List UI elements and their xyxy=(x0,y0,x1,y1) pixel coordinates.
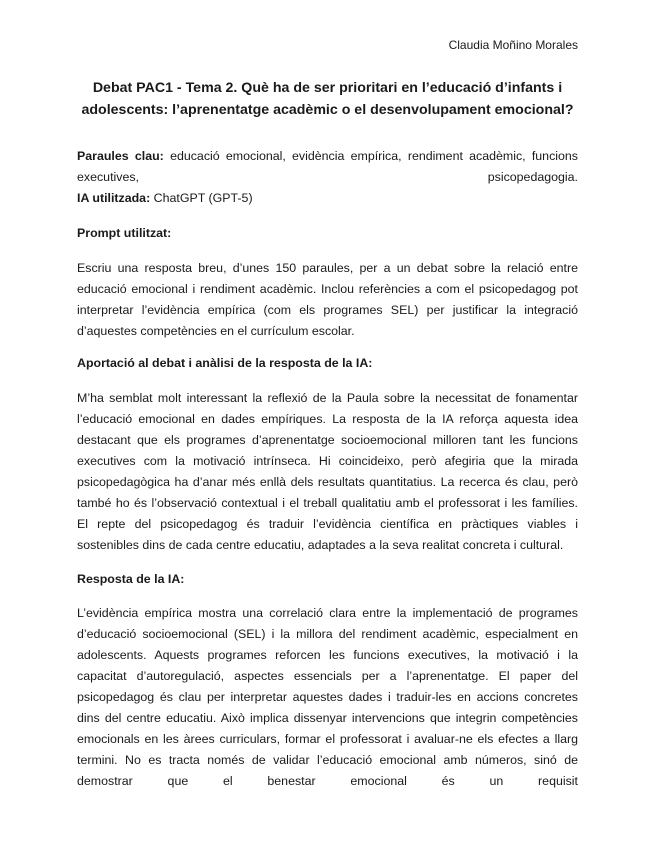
prompt-heading: Prompt utilitzat: xyxy=(77,226,172,240)
ai-response-text: L’evidència empírica mostra una correlació clara entre la implementació de programes d’educació socioemocional (SEL) i la millora del rendiment acadèmic, especialment en adolescents. Aquests programes reforcen les funcions executives, la motivació i la capacitat d’autoregulació, aspectes essencials per a l’aprenentatge. El paper del psicopedagog és clau per interpretar aquestes dades i traduir-les en accions concretes dins del centre educatiu. Això implica dissenyar intervencions que integrin competències emocionals en les àrees curriculars, formar el professorat i avaluar-ne els efectes a llarg termini. No es tracta només de validar l’educació emocional amb números, sinó de demostrar que el benestar emocional és un requisit xyxy=(77,606,578,788)
ai-used-label: IA utilitzada: xyxy=(77,191,151,205)
ai-response-heading: Resposta de la IA: xyxy=(77,572,185,586)
ai-used-value: ChatGPT (GPT-5) xyxy=(153,191,253,205)
prompt-text: Escriu una resposta breu, d’unes 150 paraules, per a un debat sobre la relació entre educació emocional i rendiment acadèmic. Inclou referències a com el psicopedagog pot interpretar l’evidència empírica (com els programes SEL) per justificar la integració d’aquestes competències en el currículum escolar. xyxy=(77,261,578,338)
keywords-value: educació emocional, evidència empírica, rendiment acadèmic, funcions executives, psicopedagogia. xyxy=(77,149,578,184)
keywords-label: Paraules clau: xyxy=(77,149,164,163)
author-name: Claudia Moñino Morales xyxy=(448,38,578,52)
ai-used-line xyxy=(77,188,253,209)
contribution-heading: Aportació al debat i anàlisi de la resposta de la IA: xyxy=(77,356,373,370)
keywords-line xyxy=(77,146,578,188)
contribution-text: M’ha semblat molt interessant la reflexió de la Paula sobre la necessitat de fonamentar l’educació emocional en dades empíriques. La resposta de la IA reforça aquesta idea destacant que els programes d’aprenentatge socioemocional milloren tant les funcions executives com la motivació intrínseca. Hi coincideixo, però afegiria que la mirada psicopedagògica ha d’anar més enllà dels resultats quantitatius. La recerca és clau, però també ho és l’observació contextual i el treball qualitatiu amb el professorat i les famílies. El repte del psicopedagog és traduir l’evidència científica en pràctiques viables i sostenibles dins de cada centre educatiu, adaptades a la seva realitat concreta i cultural. xyxy=(77,391,578,552)
document-title: Debat PAC1 - Tema 2. Què ha de ser prioritari en l’educació d’infants i adolescents: l’aprenentatge acadèmic o el desenvolupament emocional? xyxy=(81,80,574,118)
